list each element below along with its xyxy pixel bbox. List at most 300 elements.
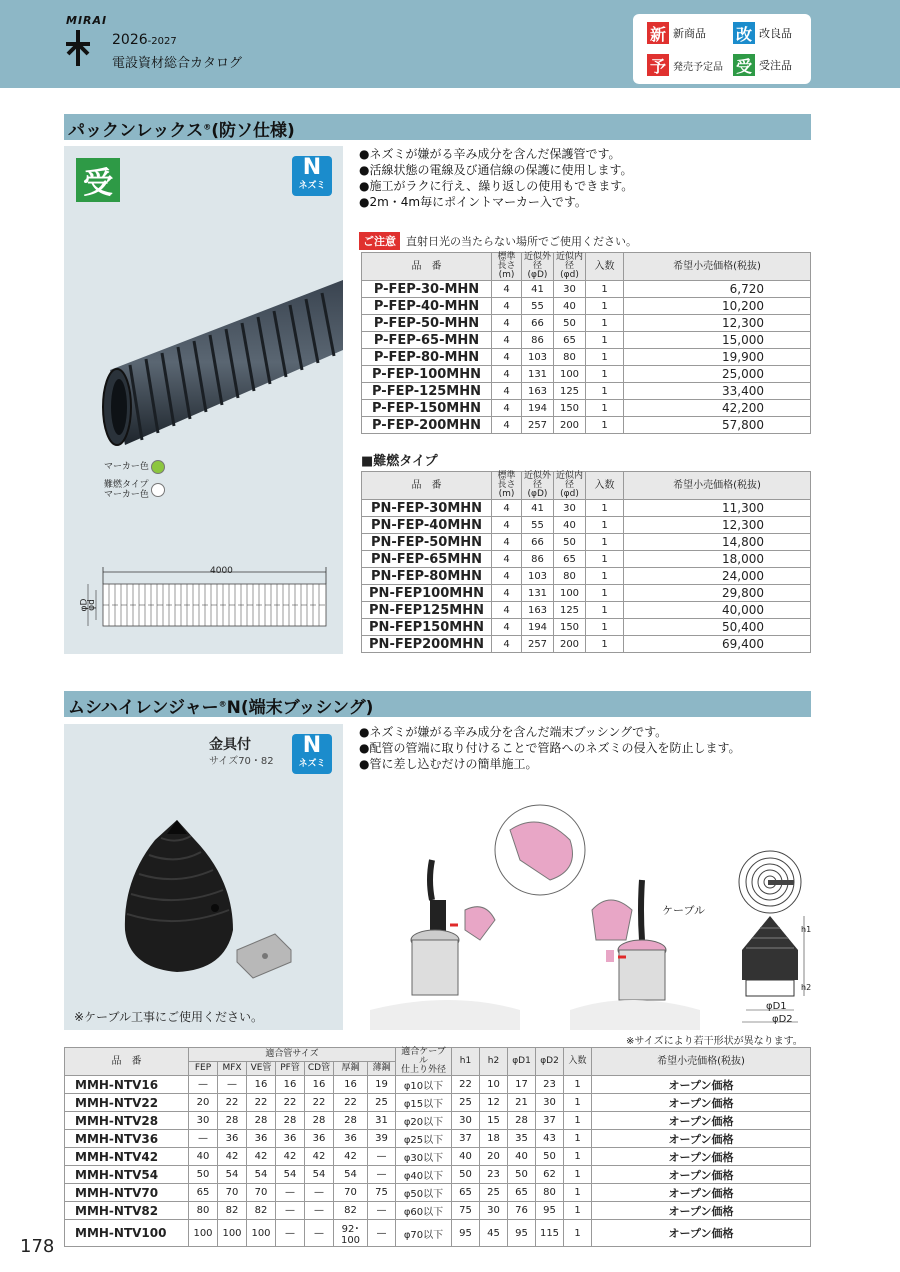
- table-cell: 42: [218, 1148, 247, 1166]
- col-header: 品 番: [362, 253, 492, 281]
- fitting-size: サイズ70・82: [209, 756, 274, 767]
- product-code-cell: PN-FEP125MHN: [362, 602, 492, 619]
- table-cell: 40: [508, 1148, 536, 1166]
- installation-illustration: [370, 800, 700, 1030]
- spec-table-bushing: [64, 1047, 811, 1247]
- table-cell: 16: [276, 1076, 305, 1094]
- table-cell: 125: [554, 383, 586, 400]
- table-cell: 1: [586, 568, 624, 585]
- table-cell: 25,000: [624, 366, 811, 383]
- table-cell: 54: [247, 1166, 276, 1184]
- table-cell: 62: [536, 1166, 564, 1184]
- table-cell: φ25以下: [396, 1130, 452, 1148]
- dim-length-label: 4000: [210, 566, 233, 576]
- table-cell: 95: [452, 1220, 480, 1247]
- product-code-cell: PN-FEP-80MHN: [362, 568, 492, 585]
- table-cell: 1: [564, 1094, 592, 1112]
- table-cell: オープン価格: [592, 1112, 811, 1130]
- table-cell: 25: [368, 1094, 396, 1112]
- table-cell: 36: [276, 1130, 305, 1148]
- shape-note: ※サイズにより若干形状が異なります。: [626, 1036, 803, 1047]
- product-code-cell: P-FEP-100MHN: [362, 366, 492, 383]
- table-cell: 1: [586, 298, 624, 315]
- table-cell: 50: [508, 1166, 536, 1184]
- table-cell: 1: [586, 517, 624, 534]
- table-cell: 50,400: [624, 619, 811, 636]
- table-row: [362, 534, 811, 551]
- cable-use-note: ※ケーブル工事にご使用ください。: [74, 1010, 263, 1024]
- table-cell: 1: [586, 602, 624, 619]
- table-cell: オープン価格: [592, 1076, 811, 1094]
- table-cell: 22: [247, 1094, 276, 1112]
- table-cell: 82: [218, 1202, 247, 1220]
- product-code-cell: MMH-NTV16: [65, 1076, 189, 1094]
- legend-box: [633, 14, 811, 84]
- col-header: 希望小売価格(税抜): [592, 1048, 811, 1076]
- table-cell: 29,800: [624, 585, 811, 602]
- product-code-cell: PN-FEP100MHN: [362, 585, 492, 602]
- col-header: 標準長さ (m): [492, 472, 522, 500]
- table-cell: 65: [554, 332, 586, 349]
- fitting-label: 金具付: [209, 737, 251, 753]
- table-cell: 28: [247, 1112, 276, 1130]
- table-cell: 50: [554, 315, 586, 332]
- table-cell: 200: [554, 636, 586, 653]
- table-cell: —: [189, 1130, 218, 1148]
- product-code-cell: MMH-NTV54: [65, 1166, 189, 1184]
- table-cell: 76: [508, 1202, 536, 1220]
- product-code-cell: P-FEP-65-MHN: [362, 332, 492, 349]
- table-cell: 45: [480, 1220, 508, 1247]
- col-header: 近似外径 (φD): [522, 472, 554, 500]
- table-cell: 1: [586, 619, 624, 636]
- table-cell: 16: [305, 1076, 334, 1094]
- table-cell: —: [276, 1220, 305, 1247]
- table-row: [65, 1202, 811, 1220]
- table-cell: 18,000: [624, 551, 811, 568]
- table-cell: 30: [536, 1094, 564, 1112]
- table-cell: 4: [492, 349, 522, 366]
- table-cell: 1: [586, 383, 624, 400]
- product-code-cell: PN-FEP200MHN: [362, 636, 492, 653]
- dim-D1-label: φD1: [766, 1001, 787, 1012]
- table-cell: 131: [522, 585, 554, 602]
- table-cell: —: [305, 1220, 334, 1247]
- table-cell: 10,200: [624, 298, 811, 315]
- table-cell: 103: [522, 568, 554, 585]
- table-cell: 69,400: [624, 636, 811, 653]
- table-cell: 4: [492, 400, 522, 417]
- fr-marker-color-swatch: [151, 483, 165, 497]
- table-row: [65, 1166, 811, 1184]
- feature-list: [359, 146, 633, 210]
- table-cell: φ40以下: [396, 1166, 452, 1184]
- table-cell: 42: [334, 1148, 368, 1166]
- table-cell: 257: [522, 417, 554, 434]
- table-cell: 15,000: [624, 332, 811, 349]
- table-cell: 50: [189, 1166, 218, 1184]
- feature-item: ●管に差し込むだけの簡単施工。: [359, 757, 538, 771]
- table-cell: 19,900: [624, 349, 811, 366]
- table-cell: オープン価格: [592, 1148, 811, 1166]
- table-cell: 163: [522, 602, 554, 619]
- table-cell: —: [368, 1202, 396, 1220]
- col-header: 近似外径 (φD): [522, 253, 554, 281]
- caution-text: 直射日光の当たらない場所でご使用ください。: [406, 235, 637, 248]
- table-cell: 82: [247, 1202, 276, 1220]
- table-row: [362, 332, 811, 349]
- col-header: φD2: [536, 1048, 564, 1076]
- feature-item: ●ネズミが嫌がる辛み成分を含んだ端末ブッシングです。: [359, 725, 668, 739]
- table-cell: 125: [554, 602, 586, 619]
- col-header: 希望小売価格(税抜): [624, 253, 811, 281]
- product-code-cell: MMH-NTV42: [65, 1148, 189, 1166]
- table-cell: 1: [564, 1076, 592, 1094]
- table-cell: —: [189, 1076, 218, 1094]
- table-cell: φ15以下: [396, 1094, 452, 1112]
- table-cell: 22: [218, 1094, 247, 1112]
- table-cell: 14,800: [624, 534, 811, 551]
- table-cell: 66: [522, 534, 554, 551]
- table-cell: 16: [247, 1076, 276, 1094]
- rat-badge: N ネズミ: [292, 734, 332, 774]
- table-cell: 17: [508, 1076, 536, 1094]
- table-cell: オープン価格: [592, 1220, 811, 1247]
- table-cell: 4: [492, 383, 522, 400]
- table-cell: 21: [508, 1094, 536, 1112]
- table-cell: 36: [218, 1130, 247, 1148]
- corrugated-pipe-image: [100, 270, 343, 450]
- feature-item: ●ネズミが嫌がる辛み成分を含んだ保護管です。: [359, 147, 621, 161]
- table-row: [65, 1112, 811, 1130]
- table-cell: 30: [189, 1112, 218, 1130]
- table-cell: 4: [492, 315, 522, 332]
- table-cell: 86: [522, 332, 554, 349]
- dim-h2-label: h2: [801, 983, 812, 992]
- table-cell: φ30以下: [396, 1148, 452, 1166]
- table-cell: 55: [522, 298, 554, 315]
- table-row: [362, 349, 811, 366]
- table-row: [362, 602, 811, 619]
- table-cell: 4: [492, 417, 522, 434]
- product-code-cell: PN-FEP-40MHN: [362, 517, 492, 534]
- table-cell: 4: [492, 636, 522, 653]
- table-cell: 54: [218, 1166, 247, 1184]
- table-row: [65, 1094, 811, 1112]
- col-header: 入数: [586, 472, 624, 500]
- section-title-mushihai: ムシハイレンジャー®N(端末ブッシング): [64, 691, 811, 717]
- legend-order: 受 受注品: [733, 54, 792, 76]
- col-header: 薄鋼: [368, 1062, 396, 1076]
- table-cell: 75: [368, 1184, 396, 1202]
- table-cell: 12: [480, 1094, 508, 1112]
- table-row: [65, 1220, 811, 1247]
- table-cell: 36: [334, 1130, 368, 1148]
- table-cell: 4: [492, 281, 522, 298]
- table-cell: 257: [522, 636, 554, 653]
- table-row: [362, 619, 811, 636]
- product-code-cell: MMH-NTV82: [65, 1202, 189, 1220]
- table-cell: 200: [554, 417, 586, 434]
- table-cell: 41: [522, 500, 554, 517]
- table-cell: —: [305, 1202, 334, 1220]
- table-cell: 4: [492, 298, 522, 315]
- table-cell: 30: [554, 500, 586, 517]
- table-row: [362, 551, 811, 568]
- table-cell: 4: [492, 568, 522, 585]
- table-row: [65, 1130, 811, 1148]
- marker-color-label: マーカー色: [104, 460, 165, 474]
- table-row: [65, 1148, 811, 1166]
- cable-label: ケーブル: [662, 904, 706, 917]
- product-code-cell: MMH-NTV36: [65, 1130, 189, 1148]
- table-cell: 194: [522, 619, 554, 636]
- fr-type-title: ■難燃タイプ: [361, 454, 438, 469]
- table-cell: 22: [334, 1094, 368, 1112]
- dim-D-label: φD: [79, 598, 90, 612]
- table-row: [362, 298, 811, 315]
- table-cell: 4: [492, 500, 522, 517]
- spec-table-standard: [361, 252, 811, 434]
- table-cell: 70: [334, 1184, 368, 1202]
- table-cell: —: [368, 1220, 396, 1247]
- table-cell: 65: [452, 1184, 480, 1202]
- product-code-cell: MMH-NTV22: [65, 1094, 189, 1112]
- table-cell: 1: [586, 400, 624, 417]
- table-row: [362, 315, 811, 332]
- table-cell: 1: [586, 500, 624, 517]
- table-cell: —: [276, 1202, 305, 1220]
- table-cell: 4: [492, 366, 522, 383]
- dim-D2-label: φD2: [772, 1014, 793, 1025]
- table-cell: 70: [218, 1184, 247, 1202]
- table-cell: 100: [247, 1220, 276, 1247]
- table-cell: 150: [554, 619, 586, 636]
- table-cell: オープン価格: [592, 1184, 811, 1202]
- brand-logo-icon: [64, 30, 92, 66]
- product-code-cell: P-FEP-50-MHN: [362, 315, 492, 332]
- table-cell: オープン価格: [592, 1166, 811, 1184]
- table-cell: 20: [480, 1148, 508, 1166]
- table-cell: 30: [452, 1112, 480, 1130]
- table-cell: 1: [564, 1166, 592, 1184]
- table-cell: 95: [536, 1202, 564, 1220]
- catalog-title: 電設資材総合カタログ: [112, 56, 243, 71]
- table-cell: 82: [334, 1202, 368, 1220]
- table-cell: 40: [554, 298, 586, 315]
- product-code-cell: P-FEP-125MHN: [362, 383, 492, 400]
- table-row: [362, 517, 811, 534]
- caution-note: [359, 232, 637, 250]
- table-cell: 194: [522, 400, 554, 417]
- table-cell: 66: [522, 315, 554, 332]
- order-badge: 受: [76, 158, 120, 202]
- col-header: FEP: [189, 1062, 218, 1076]
- table-cell: 95: [508, 1220, 536, 1247]
- product-code-cell: P-FEP-40-MHN: [362, 298, 492, 315]
- col-header: 品 番: [65, 1048, 189, 1076]
- table-cell: 4: [492, 332, 522, 349]
- table-cell: 28: [276, 1112, 305, 1130]
- product-code-cell: P-FEP-80-MHN: [362, 349, 492, 366]
- table-cell: —: [276, 1184, 305, 1202]
- table-row: [362, 400, 811, 417]
- table-row: [65, 1076, 811, 1094]
- table-row: [362, 281, 811, 298]
- product-code-cell: MMH-NTV70: [65, 1184, 189, 1202]
- table-cell: 115: [536, 1220, 564, 1247]
- table-cell: 1: [586, 551, 624, 568]
- table-cell: φ60以下: [396, 1202, 452, 1220]
- feature-item: ●活線状態の電線及び通信線の保護に使用します。: [359, 163, 633, 177]
- col-header: h2: [480, 1048, 508, 1076]
- table-cell: 18: [480, 1130, 508, 1148]
- table-cell: 54: [276, 1166, 305, 1184]
- table-row: [362, 366, 811, 383]
- col-header: 希望小売価格(税抜): [624, 472, 811, 500]
- product-code-cell: PN-FEP-50MHN: [362, 534, 492, 551]
- table-cell: 30: [554, 281, 586, 298]
- table-cell: 22: [452, 1076, 480, 1094]
- table-cell: 80: [189, 1202, 218, 1220]
- table-cell: 1: [564, 1220, 592, 1247]
- table-cell: 11,300: [624, 500, 811, 517]
- table-cell: 80: [554, 568, 586, 585]
- catalog-year: 2026-2027: [112, 32, 177, 48]
- table-cell: φ70以下: [396, 1220, 452, 1247]
- table-cell: 1: [564, 1130, 592, 1148]
- fr-marker-color-label: 難燃タイプ マーカー色: [104, 480, 165, 500]
- table-cell: 22: [276, 1094, 305, 1112]
- table-cell: 54: [305, 1166, 334, 1184]
- product-code-cell: MMH-NTV28: [65, 1112, 189, 1130]
- table-cell: 35: [508, 1130, 536, 1148]
- page-header: [0, 0, 900, 88]
- table-cell: 10: [480, 1076, 508, 1094]
- brand-logo-text: MIRAI: [66, 14, 108, 27]
- table-cell: φ10以下: [396, 1076, 452, 1094]
- col-header: 入数: [586, 253, 624, 281]
- table-cell: 37: [452, 1130, 480, 1148]
- feature-item: ●配管の管端に取り付けることで管路へのネズミの侵入を防止します。: [359, 741, 741, 755]
- table-cell: 86: [522, 551, 554, 568]
- table-cell: 1: [586, 315, 624, 332]
- product-code-cell: P-FEP-30-MHN: [362, 281, 492, 298]
- legend-new: 新 新商品: [647, 22, 706, 44]
- col-header: 厚鋼: [334, 1062, 368, 1076]
- table-cell: 1: [586, 366, 624, 383]
- table-row: [362, 500, 811, 517]
- section-title-packunrex: パックンレックス®(防ソ仕様): [64, 114, 811, 140]
- spec-table-flame-retardant: [361, 471, 811, 653]
- table-cell: 28: [218, 1112, 247, 1130]
- table-cell: 28: [305, 1112, 334, 1130]
- table-cell: 1: [586, 332, 624, 349]
- table-cell: 92･100: [334, 1220, 368, 1247]
- table-cell: 36: [247, 1130, 276, 1148]
- table-row: [362, 568, 811, 585]
- table-cell: 42: [276, 1148, 305, 1166]
- table-cell: 65: [554, 551, 586, 568]
- table-row: [362, 417, 811, 434]
- legend-improved: 改 改良品: [733, 22, 792, 44]
- table-cell: 22: [305, 1094, 334, 1112]
- col-header: h1: [452, 1048, 480, 1076]
- col-header: CD管: [305, 1062, 334, 1076]
- table-cell: 4: [492, 585, 522, 602]
- col-header: 近似内径 (φd): [554, 472, 586, 500]
- table-cell: 150: [554, 400, 586, 417]
- table-cell: 12,300: [624, 517, 811, 534]
- table-cell: 4: [492, 517, 522, 534]
- table-cell: 40: [452, 1148, 480, 1166]
- table-cell: 1: [564, 1184, 592, 1202]
- table-cell: 1: [586, 281, 624, 298]
- table-cell: 57,800: [624, 417, 811, 434]
- table-cell: 28: [334, 1112, 368, 1130]
- table-cell: 28: [508, 1112, 536, 1130]
- table-cell: 36: [305, 1130, 334, 1148]
- table-cell: オープン価格: [592, 1094, 811, 1112]
- dim-d-label: φd: [86, 599, 97, 611]
- table-cell: オープン価格: [592, 1202, 811, 1220]
- table-cell: —: [368, 1148, 396, 1166]
- dim-h1-label: h1: [801, 925, 812, 934]
- table-cell: 1: [564, 1112, 592, 1130]
- table-cell: 12,300: [624, 315, 811, 332]
- marker-color-swatch: [151, 460, 165, 474]
- table-cell: —: [368, 1166, 396, 1184]
- rat-badge: N ネズミ: [292, 156, 332, 196]
- table-cell: 15: [480, 1112, 508, 1130]
- table-cell: 23: [480, 1166, 508, 1184]
- table-cell: 25: [452, 1094, 480, 1112]
- feature-item: ●2m・4m毎にポイントマーカー入です。: [359, 195, 587, 209]
- table-cell: 50: [536, 1148, 564, 1166]
- table-cell: 39: [368, 1130, 396, 1148]
- table-cell: 4: [492, 551, 522, 568]
- table-row: [65, 1184, 811, 1202]
- col-header: PF管: [276, 1062, 305, 1076]
- group-header: 適合管サイズ: [189, 1048, 396, 1062]
- table-cell: 25: [480, 1184, 508, 1202]
- table-cell: オープン価格: [592, 1130, 811, 1148]
- pipe-dimension-drawing: [76, 564, 336, 644]
- table-cell: 43: [536, 1130, 564, 1148]
- table-cell: 16: [334, 1076, 368, 1094]
- table-cell: 50: [554, 534, 586, 551]
- table-cell: 4: [492, 619, 522, 636]
- table-cell: 4: [492, 602, 522, 619]
- table-cell: 75: [452, 1202, 480, 1220]
- product-code-cell: PN-FEP-65MHN: [362, 551, 492, 568]
- table-cell: 1: [586, 349, 624, 366]
- table-cell: 55: [522, 517, 554, 534]
- table-cell: φ50以下: [396, 1184, 452, 1202]
- table-cell: 40,000: [624, 602, 811, 619]
- table-cell: 54: [334, 1166, 368, 1184]
- table-cell: 1: [586, 417, 624, 434]
- legend-planned: 予 発売予定品: [647, 54, 723, 76]
- col-header: VE管: [247, 1062, 276, 1076]
- table-cell: 103: [522, 349, 554, 366]
- table-row: [362, 383, 811, 400]
- product-code-cell: PN-FEP150MHN: [362, 619, 492, 636]
- table-cell: 100: [554, 585, 586, 602]
- table-cell: 40: [189, 1148, 218, 1166]
- product-code-cell: P-FEP-200MHN: [362, 417, 492, 434]
- table-cell: 42: [305, 1148, 334, 1166]
